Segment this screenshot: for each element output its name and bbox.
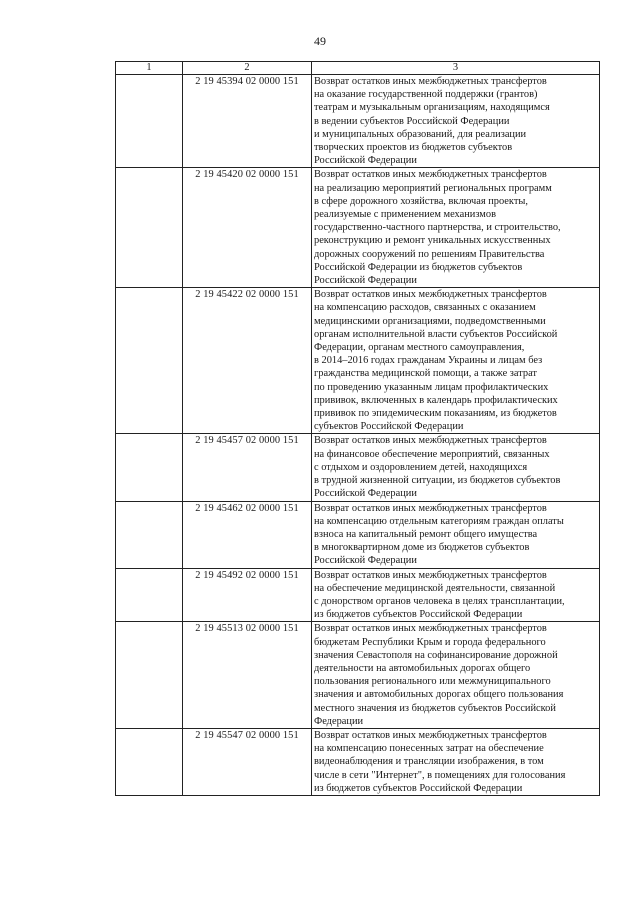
description-line: Возврат остатков иных межбюджетных трансфертов xyxy=(314,289,547,301)
description-line: в 2014–2016 годах гражданам Украины и лицам без xyxy=(314,355,543,367)
description-cell xyxy=(312,568,600,622)
column-header-2: 2 xyxy=(183,62,312,75)
page-number: 49 xyxy=(314,34,326,48)
description-cell xyxy=(312,728,600,795)
description-line: и муниципальных образований, для реализации xyxy=(314,128,527,140)
row-number-cell xyxy=(116,434,183,501)
description-line: Российской Федерации xyxy=(314,275,417,287)
description-line: на компенсацию отдельным категориям граждан оплаты xyxy=(314,515,564,527)
description-line: значения и автомобильных дорогах общего пользования xyxy=(314,689,564,701)
description-line: из бюджетов субъектов Российской Федерации xyxy=(314,782,523,794)
table-row xyxy=(116,288,600,434)
description-line: по проведению указанным лицам профилактических xyxy=(314,381,549,393)
description-line: театрам и музыкальным организациям, находящимся xyxy=(314,102,550,114)
description-line: деятельности на автомобильных дорогах общего xyxy=(314,662,531,674)
budget-code-cell: 2 19 45420 02 0000 151 xyxy=(183,168,312,288)
description-line: дорожных сооружений по решениям Правительства xyxy=(314,248,545,260)
description-line: в многоквартирном доме из бюджетов субъектов xyxy=(314,542,530,554)
description-line: субъектов Российской Федерации xyxy=(314,421,464,433)
row-number-cell xyxy=(116,75,183,168)
description-line: числе в сети "Интернет", в помещениях для голосования xyxy=(314,769,566,781)
budget-code-cell: 2 19 45422 02 0000 151 xyxy=(183,288,312,434)
description-line: в сфере дорожного хозяйства, включая проекты, xyxy=(314,195,528,207)
description-line: на компенсацию понесенных затрат на обеспечение xyxy=(314,743,544,755)
row-number-cell xyxy=(116,728,183,795)
table-row xyxy=(116,75,600,168)
table-row xyxy=(116,501,600,568)
description-line: Возврат остатков иных межбюджетных трансфертов xyxy=(314,169,547,181)
budget-code-cell: 2 19 45492 02 0000 151 xyxy=(183,568,312,622)
table-row xyxy=(116,434,600,501)
description-line: на финансовое обеспечение мероприятий, связанных xyxy=(314,448,550,460)
description-line: Возврат остатков иных межбюджетных трансфертов xyxy=(314,435,547,447)
budget-code-cell: 2 19 45457 02 0000 151 xyxy=(183,434,312,501)
description-line: видеонаблюдения и трансляции изображения, в том xyxy=(314,756,544,768)
description-line: государственно-частного партнерства, и строительство, xyxy=(314,222,561,234)
description-line: местного значения из бюджетов субъектов Российской xyxy=(314,702,556,714)
table-row xyxy=(116,622,600,729)
description-cell xyxy=(312,501,600,568)
column-header-3: 3 xyxy=(312,62,600,75)
description-line: в ведении субъектов Российской Федерации xyxy=(314,115,510,127)
description-cell xyxy=(312,622,600,729)
description-line: на обеспечение медицинской деятельности, связанной xyxy=(314,582,556,594)
row-number-cell xyxy=(116,622,183,729)
description-line: реализуемые с применением механизмов xyxy=(314,209,496,221)
description-line: Возврат остатков иных межбюджетных трансфертов xyxy=(314,502,547,514)
description-line: Российской Федерации xyxy=(314,488,417,500)
description-line: из бюджетов субъектов Российской Федерации xyxy=(314,609,523,621)
table-row xyxy=(116,728,600,795)
description-line: Возврат остатков иных межбюджетных трансфертов xyxy=(314,76,547,87)
table-row xyxy=(116,168,600,288)
description-line: значения Севастополя на софинансирование дорожной xyxy=(314,649,558,661)
description-line: творческих проектов из бюджетов субъектов xyxy=(314,142,513,154)
description-cell xyxy=(312,168,600,288)
budget-code-cell: 2 19 45513 02 0000 151 xyxy=(183,622,312,729)
description-line: Федерации xyxy=(314,715,364,727)
description-line: пользования регионального или межмуниципального xyxy=(314,676,551,688)
description-line: прививок по эпидемическим показаниям, из бюджетов xyxy=(314,408,557,420)
description-line: на компенсацию расходов, связанных с оказанием xyxy=(314,302,536,314)
description-line: гражданства медицинской помощи, а также затрат xyxy=(314,368,537,380)
description-line: на оказание государственной поддержки (грантов) xyxy=(314,89,538,101)
table-row xyxy=(116,568,600,622)
description-line: Возврат остатков иных межбюджетных трансфертов xyxy=(314,569,547,581)
row-number-cell xyxy=(116,168,183,288)
budget-codes-table xyxy=(115,61,600,796)
description-line: на реализацию мероприятий региональных программ xyxy=(314,182,552,194)
row-number-cell xyxy=(116,501,183,568)
description-line: бюджетам Республики Крым и города федерального xyxy=(314,636,546,648)
description-cell xyxy=(312,75,600,168)
description-line: Российской Федерации из бюджетов субъектов xyxy=(314,261,523,273)
description-line: медицинскими организациями, подведомственными xyxy=(314,315,546,327)
description-cell xyxy=(312,434,600,501)
description-line: взноса на капитальный ремонт общего имущества xyxy=(314,528,538,540)
description-line: Российской Федерации xyxy=(314,555,417,567)
description-cell xyxy=(312,288,600,434)
row-number-cell xyxy=(116,288,183,434)
description-line: Возврат остатков иных межбюджетных трансфертов xyxy=(314,623,547,635)
description-line: органам исполнительной власти субъектов Российской xyxy=(314,328,558,340)
description-line: Федерации, органам местного самоуправления, xyxy=(314,342,525,354)
table-body xyxy=(116,75,600,796)
description-line: с отдыхом и оздоровлением детей, находящихся xyxy=(314,461,528,473)
description-line: Российской Федерации xyxy=(314,155,417,167)
budget-code-cell: 2 19 45462 02 0000 151 xyxy=(183,501,312,568)
description-line: реконструкцию и ремонт уникальных искусственных xyxy=(314,235,551,247)
description-line: с донорством органов человека в целях трансплантации, xyxy=(314,595,565,607)
budget-code-cell: 2 19 45394 02 0000 151 xyxy=(183,75,312,168)
description-line: прививок, включенных в календарь профилактических xyxy=(314,394,558,406)
budget-code-cell: 2 19 45547 02 0000 151 xyxy=(183,728,312,795)
table-header-row xyxy=(116,62,600,75)
row-number-cell xyxy=(116,568,183,622)
column-header-1: 1 xyxy=(116,62,183,75)
description-line: Возврат остатков иных межбюджетных трансфертов xyxy=(314,729,547,741)
description-line: в трудной жизненной ситуации, из бюджетов субъектов xyxy=(314,475,561,487)
